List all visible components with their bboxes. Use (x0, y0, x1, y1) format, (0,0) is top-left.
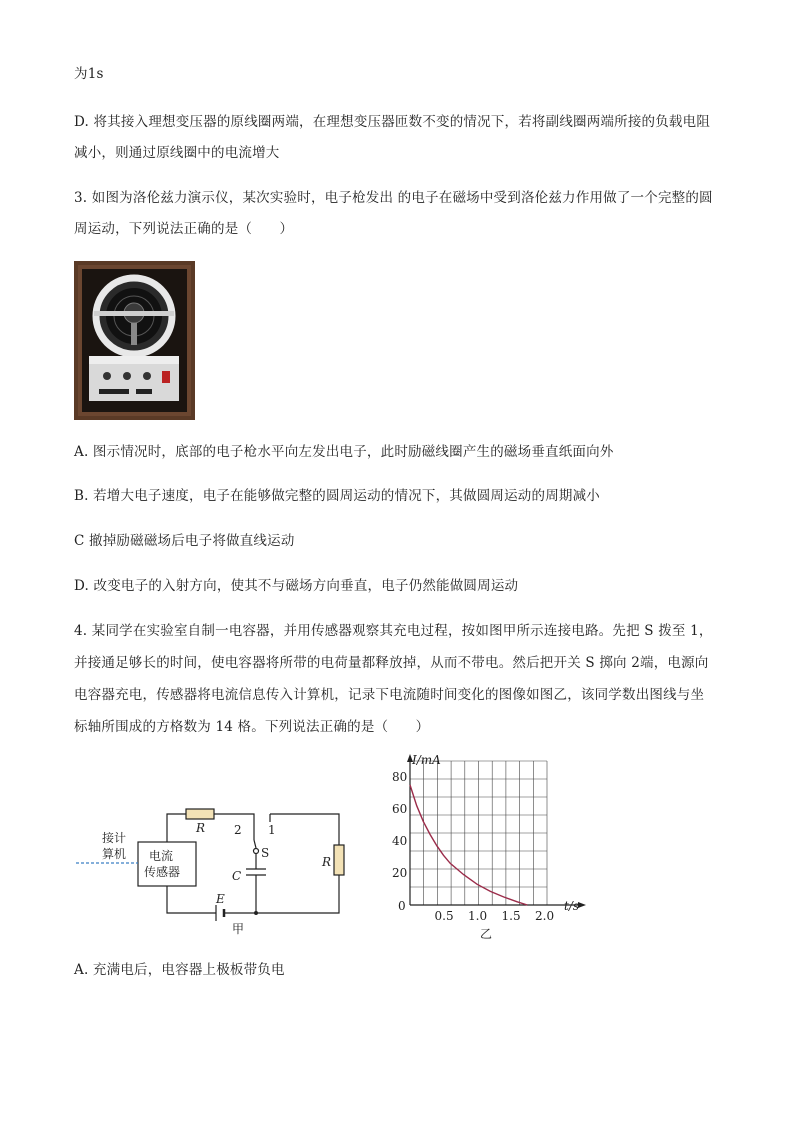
x-tick-label: 1.5 (501, 909, 521, 923)
battery-label: E (216, 892, 225, 906)
option-d-line-2: 减小，则通过原线圈中的电流增大 (74, 145, 280, 161)
origin-label: 0 (398, 899, 406, 913)
question-4-line-2: 并接通足够长的时间，使电容器将所带的电荷量都释放掉，从而不带电。然后把开关 S 掷向 2端，电源向 (74, 655, 709, 671)
capacitor-label: C (232, 869, 242, 883)
x-axis-arrow (578, 902, 586, 908)
y-tick-label: 80 (392, 769, 408, 784)
graph-axes (410, 758, 582, 905)
switch-label: S (261, 846, 270, 860)
lorentz-demonstrator-photo (74, 261, 195, 420)
option-d-line-1: D. 将其接入理想变压器的原线圈两端，在理想变压器匝数不变的情况下，若将副线圈两端所接的负载电阻 (74, 114, 711, 130)
terminal-2-label: 2 (234, 823, 242, 837)
computer-label-2: 算机 (102, 847, 127, 861)
question-3-line-2: 周运动，下列说法正确的是（ ） (74, 221, 294, 237)
sensor-label-2: 传感器 (144, 865, 181, 879)
y-tick-label: 20 (392, 865, 408, 880)
question-3-line-1: 3. 如图为洛伦兹力演示仪，某次实验时，电子枪发出 的电子在磁场中受到洛伦兹力作用做了一个完整的圆 (74, 190, 713, 206)
current-time-graph (372, 750, 594, 940)
y-tick-label: 60 (392, 801, 408, 816)
sensor-label-1: 电流 (149, 849, 174, 863)
x-tick-label: 2.0 (535, 909, 555, 923)
x-axis-label: t/s (564, 899, 580, 913)
option-c-line: C 撤掉励磁磁场后电子将做直线运动 (74, 533, 295, 549)
circuit-diagram (74, 800, 364, 940)
top-resistor (186, 809, 214, 819)
circuit-caption: 甲 (232, 922, 245, 936)
option-a-line: A. 图示情况时，底部的电子枪水平向左发出电子，此时励磁线圈产生的磁场垂直纸面向外 (74, 444, 614, 460)
question-4-line-4: 标轴所围成的方格数为 14 格。下列说法正确的是（ ） (74, 719, 430, 735)
graph-grid (410, 761, 547, 905)
computer-label-1: 接计 (102, 831, 127, 845)
x-tick-label: 1.0 (468, 909, 488, 923)
right-resistor (334, 845, 344, 875)
question-4-line-3: 电容器充电，传感器将电流信息传入计算机，记录下电流随时间变化的图像如图乙，该同学数出图线与坐 (74, 687, 705, 703)
question-4-line-1: 4. 某同学在实验室自制一电容器，并用传感器观察其充电过程，按如图甲所示连接电路。先把 S 拨至 1， (74, 623, 713, 639)
y-axis-label: I/mA (412, 753, 441, 767)
option-b-line: B. 若增大电子速度，电子在能够做完整的圆周运动的情况下，其做圆周运动的周期减小 (74, 488, 601, 504)
option-a-line-q4: A. 充满电后，电容器上极板带负电 (74, 962, 285, 978)
text-line: 为1s (74, 66, 104, 82)
x-tick-label: 0.5 (434, 909, 454, 923)
top-resistor-label: R (196, 821, 206, 835)
option-d-line: D. 改变电子的入射方向，使其不与磁场方向垂直，电子仍然能做圆周运动 (74, 578, 519, 594)
terminal-1-label: 1 (268, 823, 276, 837)
right-resistor-label: R (322, 855, 332, 869)
graph-caption: 乙 (480, 927, 493, 940)
y-tick-label: 40 (392, 833, 408, 848)
